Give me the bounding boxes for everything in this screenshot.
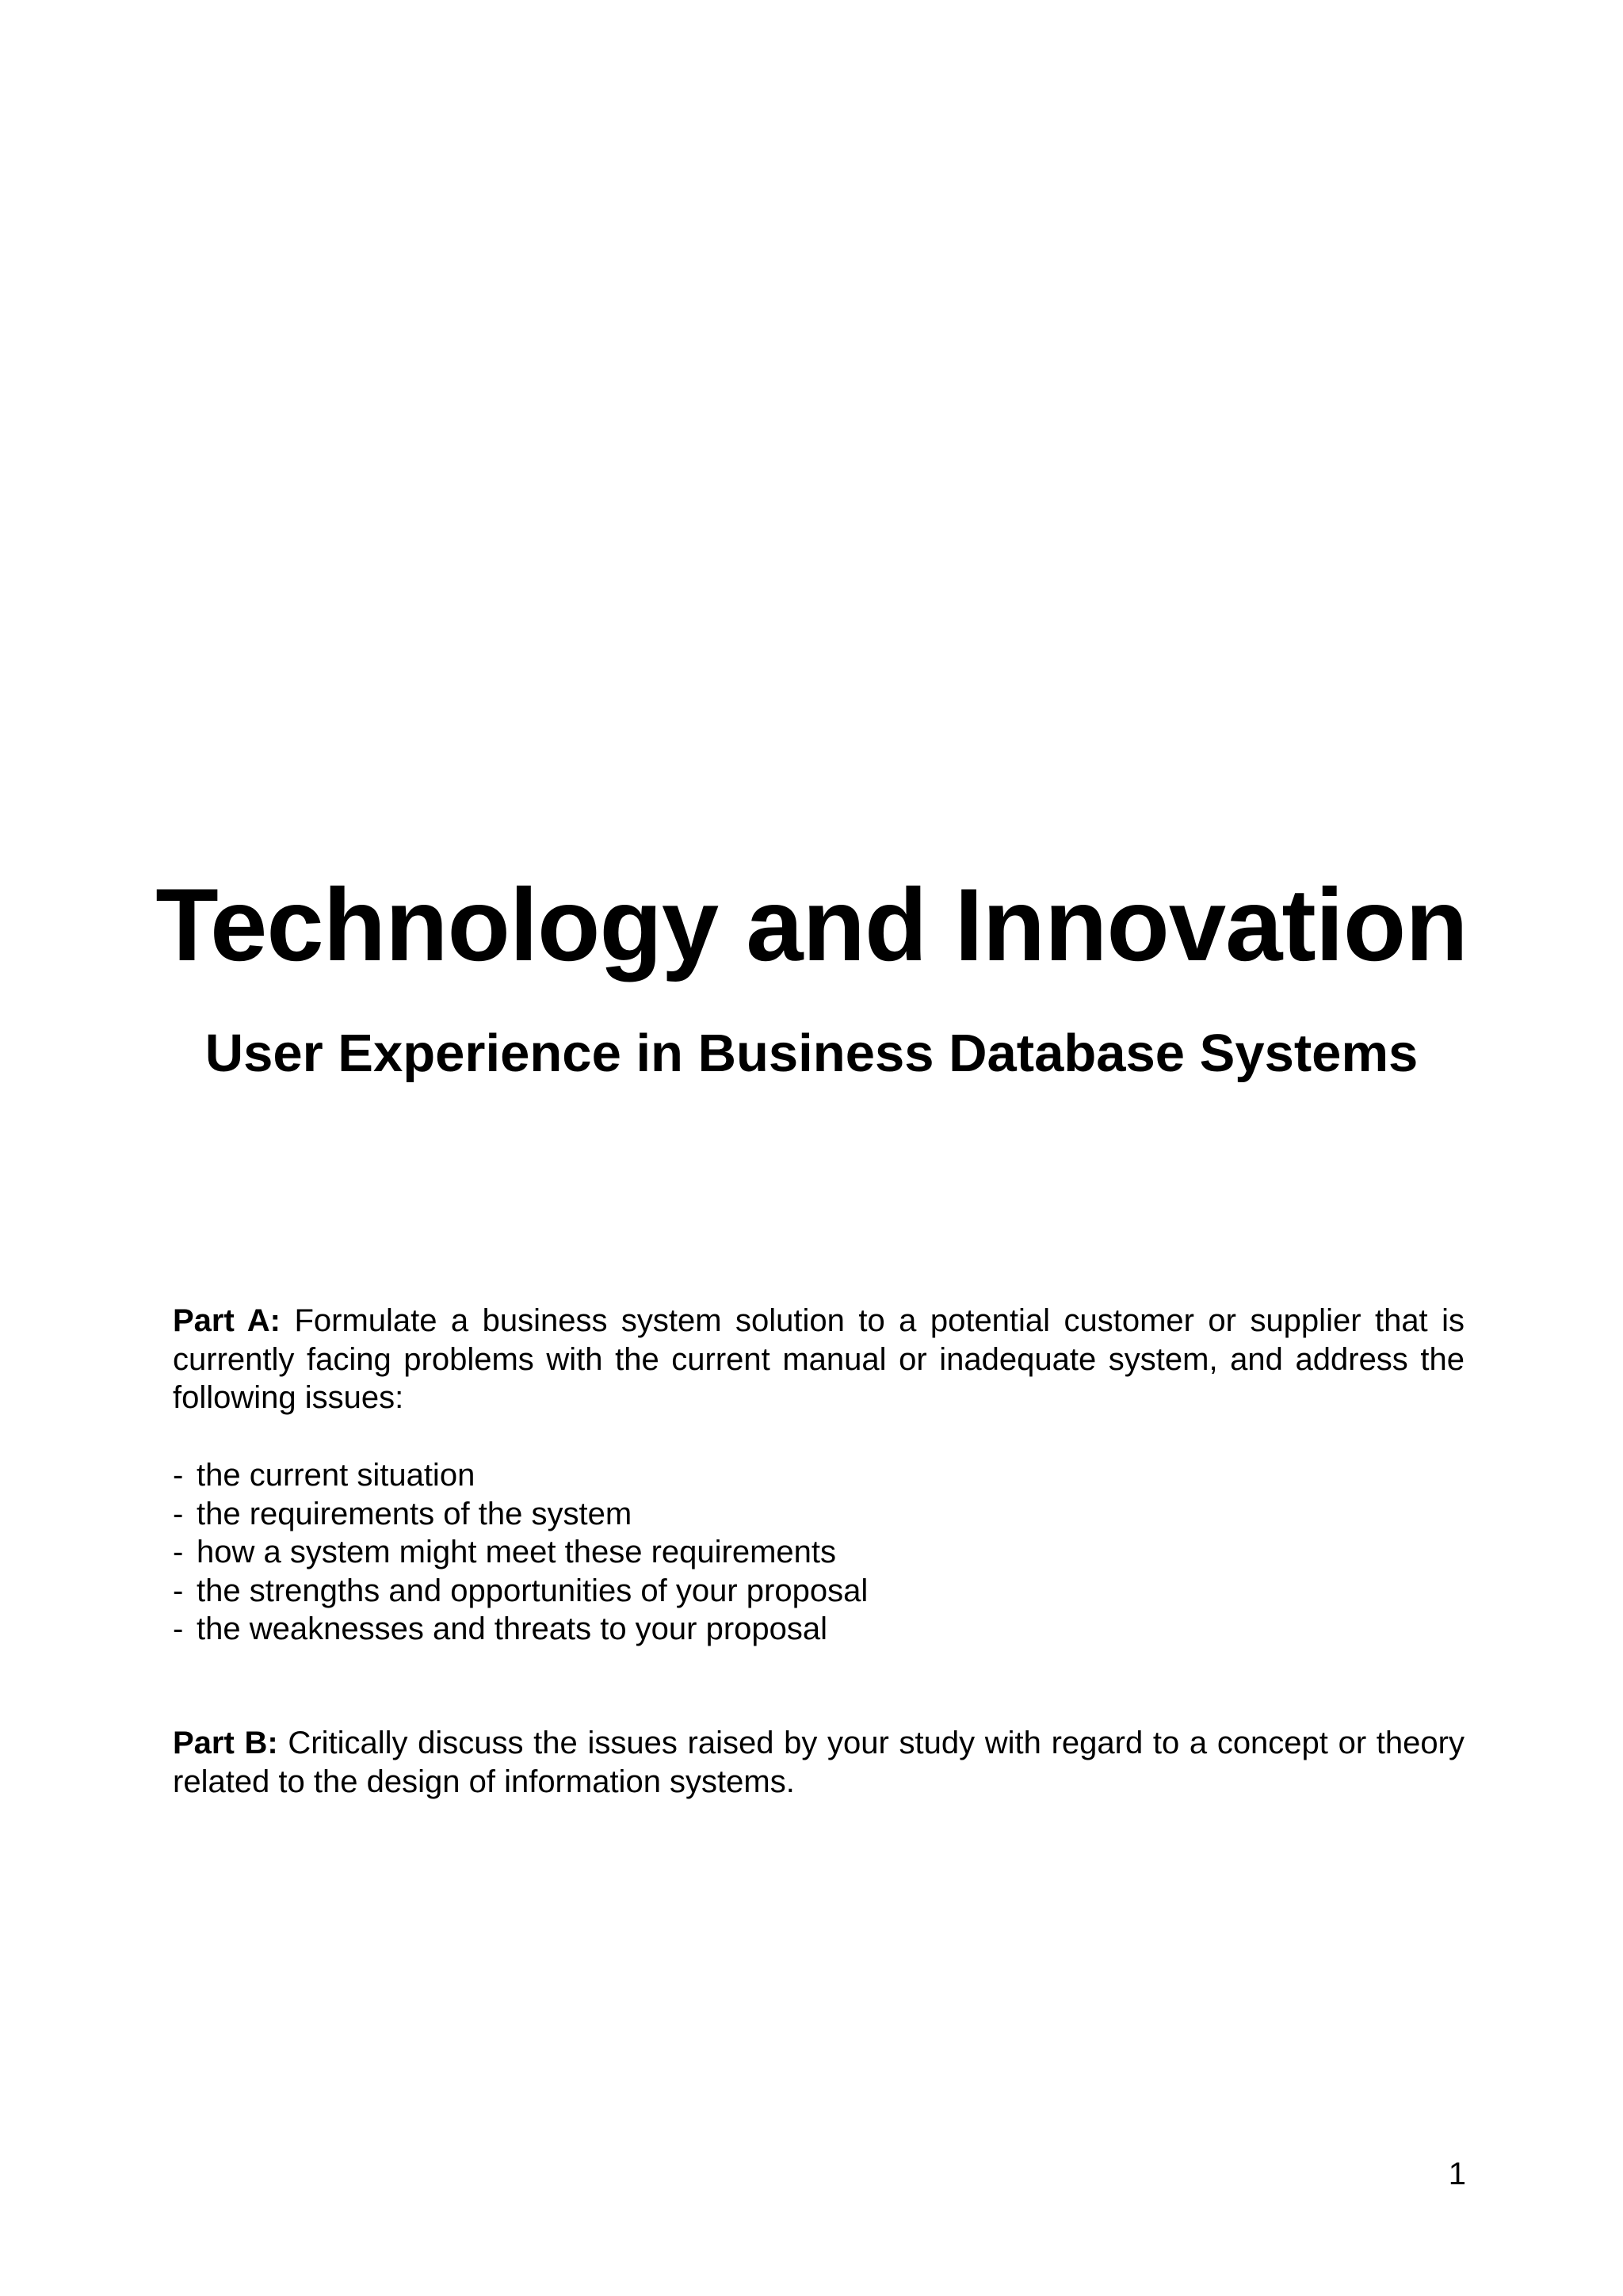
issue-text: the strengths and opportunities of your proposal (197, 1573, 869, 1608)
issue-text: the current situation (197, 1458, 475, 1493)
issue-item (173, 1610, 1465, 1649)
part-a-text: Formulate a business system solution to a potential customer or supplier that is currently facing problems with the current manual or inadequate system, and address the following issues: (173, 1303, 1465, 1415)
issue-bullet: - (173, 1458, 184, 1493)
part-b-label: Part B: (173, 1726, 278, 1760)
issues-list (173, 1456, 1465, 1649)
issue-bullet: - (173, 1611, 184, 1646)
part-a-paragraph (173, 1302, 1465, 1417)
issue-item (173, 1456, 1465, 1495)
page-number: 1 (1448, 2157, 1466, 2191)
issue-bullet: - (173, 1496, 184, 1531)
document-subtitle: User Experience in Business Database Systems (204, 1024, 1419, 1083)
issue-text: the requirements of the system (197, 1496, 632, 1531)
issue-bullet: - (173, 1573, 184, 1608)
issue-item (173, 1533, 1465, 1572)
part-b-paragraph (173, 1724, 1465, 1801)
part-b-text: Critically discuss the issues raised by your study with regard to a concept or theory related to the design of information systems. (173, 1726, 1465, 1799)
issue-item (173, 1495, 1465, 1534)
document-title: Technology and Innovation (155, 867, 1468, 982)
issue-item (173, 1572, 1465, 1611)
part-a-label: Part A: (173, 1303, 281, 1338)
issue-text: how a system might meet these requirements (197, 1535, 837, 1569)
issue-bullet: - (173, 1535, 184, 1569)
issue-text: the weaknesses and threats to your proposal (197, 1611, 828, 1646)
